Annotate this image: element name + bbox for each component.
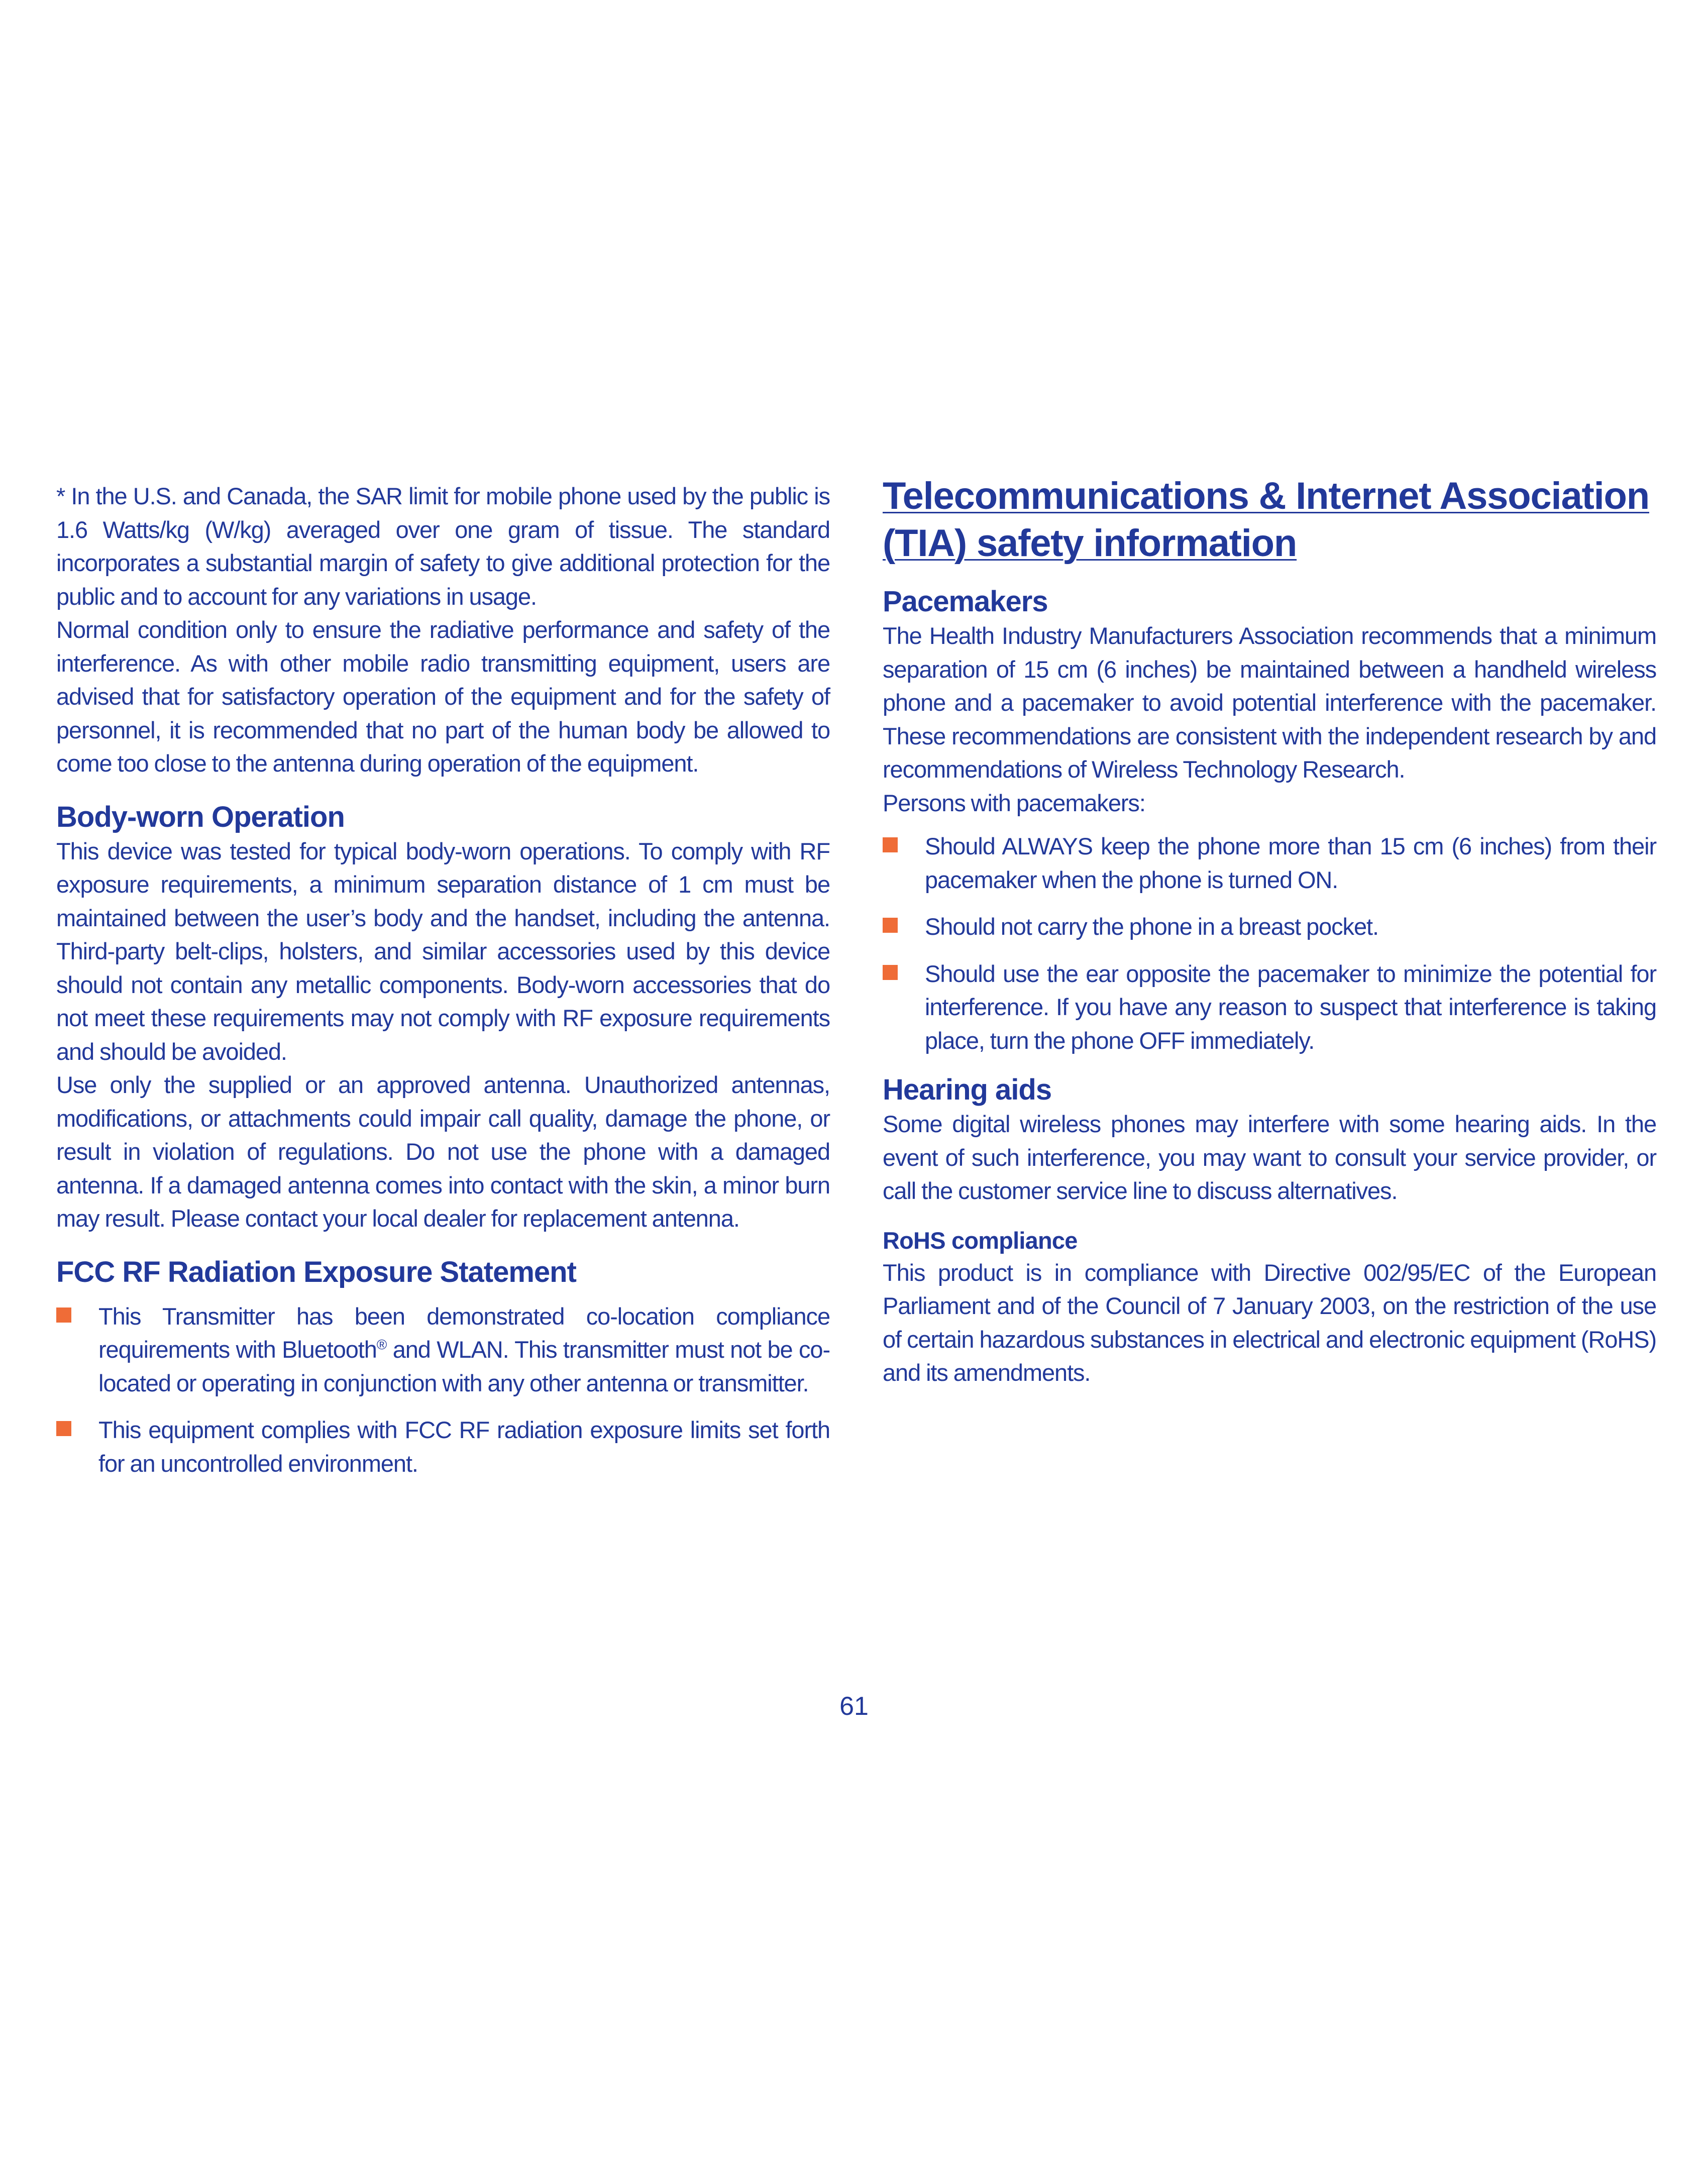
bullet-square-icon [883,837,898,852]
rohs-heading: RoHS compliance [883,1227,1078,1254]
tia-title-line1: Telecommunications & Internet Association [883,475,1649,517]
rohs-paragraph: This product is in compliance with Directive 002/95/EC of the European Parliament and of the Council of 7 January 2003, on the restriction of the use of certain hazardous substances in electrical and electronic equipment (RoHS) and its amendments. [883,1259,1656,1386]
bullet-square-icon [883,965,898,980]
antenna-paragraph: Use only the supplied or an approved antenna. Unauthorized antennas, modifications, or attachments could impair call quality, damage the phone, or result in violation of regulations. Do not use the phone with a damaged antenna. If a damaged antenna comes into contact with the skin, a minor burn may result. Please contact your local dealer for replacement antenna. [56,1071,830,1232]
pacemaker-bullet-text: Should ALWAYS keep the phone more than 15 cm (6 inches) from their pacemaker when the phone is turned ON. [925,833,1656,893]
bullet-square-icon [56,1421,71,1436]
pacemaker-bullet-text: Should not carry the phone in a breast pocket. [925,913,1378,940]
pacemakers-heading: Pacemakers [883,585,1048,618]
body-worn-paragraph: This device was tested for typical body-worn operations. To comply with RF exposure requirements, a minimum separation distance of 1 cm must be maintained between the user’s body and the handset, including the antenna. Third-party belt-clips, holsters, and similar accessories used by this device should not contain any metallic components. Body-worn accessories that do not meet these requirements may not comply with RF exposure requirements and should be avoided. [56,837,830,1065]
normal-condition-paragraph: Normal condition only to ensure the radiative performance and safety of the interference. As with other mobile radio transmitting equipment, users are advised that for satisfactory operation of the equipment and for the safety of personnel, it is recommended that no part of the human body be allowed to come too close to the antenna during operation of the equipment. [56,616,830,777]
bullet-square-icon [56,1307,71,1323]
tia-title-line2: (TIA) safety information [883,522,1297,565]
fcc-bullet-text: This Transmitter has been demonstrated co-location compliance requirements with Bluetooth® and WLAN. This transmitter must not be co-located or operating in conjunction with any other antenna or transmitter. [98,1302,830,1396]
pacemaker-bullet-list [883,830,1656,1057]
list-item [883,830,1656,897]
fcc-bullet-list [56,1300,830,1481]
list-item [56,1300,830,1400]
hearing-aids-paragraph: Some digital wireless phones may interfere with some hearing aids. In the event of such interference, you may want to consult your service provider, or call the customer service line to discuss alternatives. [883,1111,1656,1204]
persons-with-pacemakers: Persons with pacemakers: [883,789,1145,816]
pacemaker-bullet-text: Should use the ear opposite the pacemaker to minimize the potential for interference. If you have any reason to suspect that interference is taking place, turn the phone OFF immediately. [925,960,1656,1054]
sar-limit-paragraph: * In the U.S. and Canada, the SAR limit for mobile phone used by the public is 1.6 Watts/kg (W/kg) averaged over one gram of tissue. The standard incorporates a substantial margin of safety to give additional protection for the public and to account for any variations in usage. [56,483,830,610]
bullet-square-icon [883,918,898,933]
fcc-heading: FCC RF Radiation Exposure Statement [56,1255,576,1288]
list-item [883,910,1656,944]
body-worn-heading: Body-worn Operation [56,800,345,833]
hearing-aids-heading: Hearing aids [883,1073,1052,1106]
left-column [56,480,830,1494]
page-number: 61 [839,1692,869,1721]
list-item [56,1413,830,1480]
right-column [883,475,1656,1390]
pacemakers-paragraph: The Health Industry Manufacturers Association recommends that a minimum separation of 15 cm (6 inches) be maintained between a handheld wireless phone and a pacemaker to avoid potential interference with the pacemaker. These recommendations are consistent with the independent research by and recommendations of Wireless Technology Research. [883,622,1656,783]
list-item [883,957,1656,1058]
fcc-bullet-text: This equipment complies with FCC RF radiation exposure limits set forth for an uncontrolled environment. [98,1416,830,1477]
